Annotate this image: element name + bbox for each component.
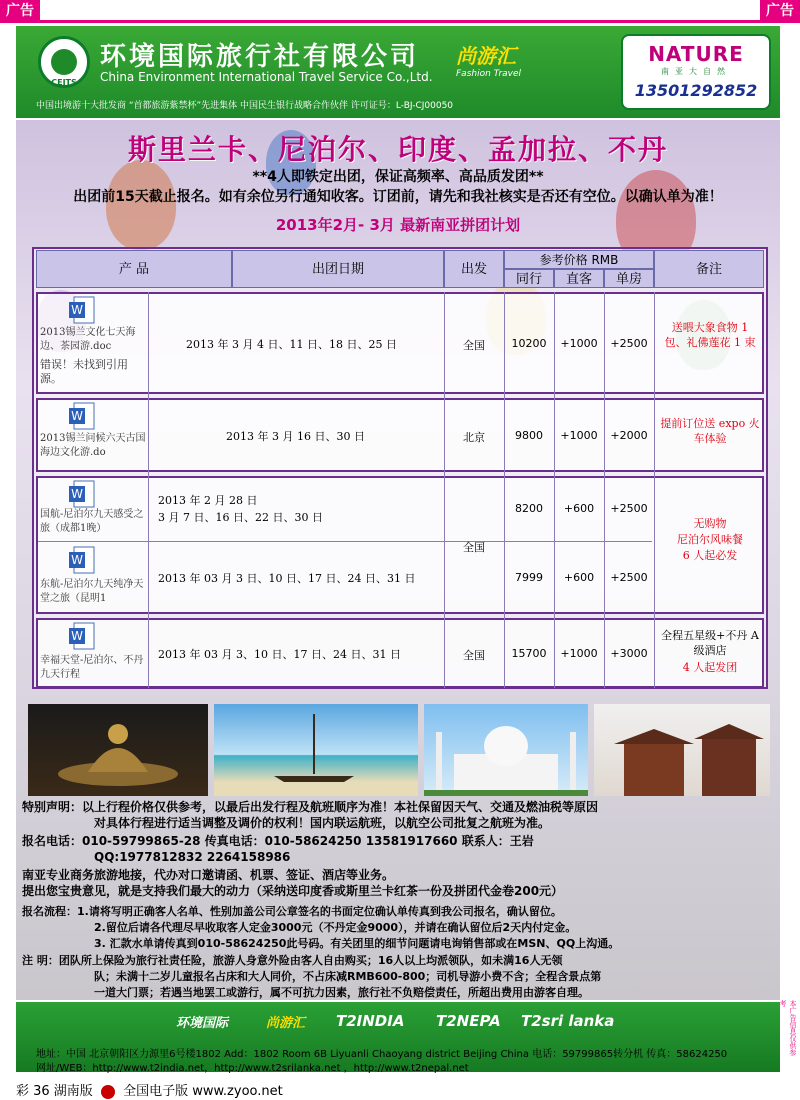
row-divider	[38, 541, 652, 542]
price-direct: +1000	[560, 337, 598, 350]
photo-nepal-temple	[594, 704, 770, 796]
site-url[interactable]: 全国电子版 www.zyoo.net	[123, 1084, 283, 1099]
nature-phone[interactable]: 13501292852	[634, 81, 758, 100]
departure-date: 2013 年 03 月 3 日、10 日、17 日、24 日、31 日	[158, 572, 416, 585]
contact-line1: 报名电话：010-59799865-28 传真电话：010-58624250 13581917660 联系人：王岩	[22, 834, 534, 848]
price-peer: 7999	[515, 571, 543, 584]
business-line2: 提出您宝贵意见，就是支持我们最大的动力（采纳送印度香或斯里兰卡红茶一份及拼团代金卷200元）	[22, 884, 564, 898]
svg-text:W: W	[71, 303, 83, 317]
word-doc-icon[interactable]	[68, 546, 96, 576]
header-single: 单房	[604, 269, 654, 288]
product-error: 错误！未找到引用源。	[40, 358, 128, 385]
price-single: +2500	[610, 337, 648, 350]
remark: 提前订位送 expo 火车体验	[660, 417, 760, 445]
footer-web[interactable]: 网址/WEB：http://www.t2india.net，http://www.t2srilanka.net ，http://www.t2nepal.net	[36, 1063, 469, 1074]
contact-qq: QQ:1977812832 2264158986	[94, 850, 291, 864]
notes-line3: 一道大门票；若遇当地罢工或游行，属不可抗力因素，旅行社不负赔偿责任，所超出费用由游客自理。	[94, 986, 589, 999]
departure-date: 2013 年 2 月 28 日	[158, 494, 258, 507]
header-remark: 备注	[654, 250, 764, 288]
company-header	[16, 26, 780, 118]
header-direct: 直客	[554, 269, 604, 288]
header-depart: 出发	[444, 250, 504, 288]
price-single: +2000	[610, 429, 648, 442]
process-line3: 3. 汇款水单请传真到010-58624250此号码。有关团里的细节问题请电询销售部或在MSN、QQ上沟通。	[94, 937, 620, 950]
statement-line1: 特别声明：以上行程价格仅供参考，以最后出发行程及航班顺序为准！本社保留因天气、交通及燃油税等原因	[22, 800, 599, 814]
ad-tag-right: 广告	[760, 0, 800, 22]
header-peer: 同行	[504, 269, 554, 288]
product-name[interactable]: 2013锡兰文化七天海边、茶园游.doc	[40, 327, 136, 352]
nature-subtitle: 南亚大自然	[661, 67, 731, 76]
brand-en: Fashion Travel	[456, 69, 522, 79]
depart-city-merged: 全国	[463, 541, 485, 554]
nature-box	[621, 34, 771, 110]
product-name[interactable]: 幸福天堂-尼泊尔、不丹九天行程	[40, 655, 144, 680]
plan-title: 2013年2月- 3月 最新南亚拼团计划	[275, 216, 521, 234]
remark: 全程五星级+不丹 A 级酒店	[661, 629, 759, 657]
header-product: 产 品	[36, 250, 232, 288]
col-divider	[604, 292, 605, 688]
ad-bar	[0, 0, 800, 22]
footer-address: 地址：中国 北京朝阳区力源里6号楼1802 Add：1802 Room 6B Liyuanli Chaoyang district Beijing China 电话：59799865转分机 传真：58624250	[36, 1049, 728, 1060]
price-peer: 8200	[515, 502, 543, 515]
photo-taj-mahal	[424, 704, 588, 796]
notes-line2: 队；未满十二岁儿童报名占床和大人同价，不占床减RMB600-800；司机导游小费不含；全程含景点第	[94, 970, 602, 983]
departure-date: 2013 年 03 月 3、10 日、17 日、24 日、31 日	[158, 648, 401, 661]
statement-line2: 对具体行程进行适当调整及调价的权利！国内联运航班，以航空公司批复之航班为准。	[94, 816, 551, 830]
departure-date: 2013 年 3 月 16 日、30 日	[226, 430, 365, 443]
depart-city: 全国	[463, 649, 485, 662]
price-single: +2500	[610, 502, 648, 515]
brand-cn: 尚游汇	[456, 44, 516, 68]
page-number: 彩 36 湖南版	[16, 1084, 93, 1099]
product-name[interactable]: 2013锡兰问候六天古国海边文化游.do	[40, 433, 146, 458]
col-divider	[554, 292, 555, 688]
remark: 4 人起发团	[682, 661, 738, 674]
product-name[interactable]: 国航-尼泊尔九天感受之旅（成都1晚）	[40, 509, 144, 534]
price-direct: +600	[563, 502, 595, 515]
company-name-en: China Environment International Travel Service Co.,Ltd.	[100, 70, 433, 84]
price-direct: +1000	[560, 647, 598, 660]
headline: 斯里兰卡、尼泊尔、印度、孟加拉、不丹	[127, 133, 668, 166]
price-peer: 10200	[511, 337, 547, 350]
departure-date: 3 月 7 日、16 日、22 日、30 日	[158, 511, 323, 524]
logo-text: CEITS	[51, 78, 77, 87]
price-direct: +600	[563, 571, 595, 584]
svg-text:W: W	[71, 553, 83, 567]
col-divider	[504, 292, 505, 688]
footer-logo-srilanka: T2sri lanka	[521, 1012, 615, 1030]
top-divider	[0, 20, 800, 23]
remark-merged-3: 6 人起必发	[682, 549, 738, 562]
photo-buddhist-artifact	[28, 704, 208, 796]
notes-line1: 注 明：团队所上保险为旅行社责任险，旅游人身意外险由客人自由购买；16人以上均派领队，如未满16人无领	[22, 954, 563, 967]
col-divider	[148, 292, 149, 688]
product-name[interactable]: 东航-尼泊尔九天纯净天堂之旅（昆明1	[40, 579, 144, 604]
nature-title: NATURE	[648, 42, 744, 66]
word-doc-icon[interactable]	[68, 402, 96, 432]
remark-merged-2: 尼泊尔风味餐	[677, 533, 743, 546]
svg-text:W: W	[71, 409, 83, 423]
price-single: +3000	[610, 647, 648, 660]
footer-bar	[16, 1002, 780, 1072]
ceits-logo-icon	[38, 36, 90, 88]
photo-beach	[214, 704, 418, 796]
business-line1: 南亚专业商务旅游地接，代办对口邀请函、机票、签证、酒店等业务。	[22, 868, 395, 882]
company-name: 环境国际旅行社有限公司	[100, 42, 420, 72]
depart-city: 北京	[463, 431, 485, 444]
footer-logo-ceits: 环境国际	[176, 1016, 229, 1031]
header-date: 出团日期	[232, 250, 444, 288]
process-line1: 报名流程：1.请将写明正确客人名单、性别加盖公司公章签名的书面定位确认单传真到我公司报名，确认留位。	[22, 905, 562, 918]
process-line2: 2.留位后请各代理尽早收取客人定金3000元（不丹定金9000），并请在确认留位后2天内付定金。	[94, 921, 577, 934]
ad-tag-left: 广告	[0, 0, 40, 22]
credentials: 中国出境游十大批发商 “首都旅游紫禁杯”先进集体 中国民生银行战略合作伙伴 许可证号：L-BJ-CJ00050	[36, 101, 454, 111]
notice: 出团前15天截止报名。如有余位另行通知收客。订团前，请先和我社核实是否还有空位。以确认单为准！	[73, 189, 723, 205]
side-note: 本广告信息仅供参考	[779, 1000, 797, 1056]
svg-text:W: W	[71, 629, 83, 643]
brand-logo	[456, 40, 536, 86]
col-divider	[654, 292, 655, 688]
price-direct: +1000	[560, 429, 598, 442]
remark: 送喂大象食物 1 包、礼佛莲花 1 束	[664, 321, 756, 349]
footer-logo-brand: 尚游汇	[266, 1016, 306, 1031]
red-logo-icon	[101, 1085, 115, 1099]
price-peer: 15700	[511, 647, 547, 660]
footer-logo-nepal: T2NEPA	[436, 1012, 501, 1030]
word-doc-icon[interactable]	[68, 622, 96, 652]
price-single: +2500	[610, 571, 648, 584]
footer-logo-india: T2INDIA	[336, 1012, 405, 1030]
price-peer: 9800	[515, 429, 543, 442]
page-footer	[16, 1080, 283, 1099]
tagline: **4人即铁定出团，保证高频率、高品质发团**	[252, 169, 544, 185]
remark-merged-1: 无购物	[693, 517, 727, 530]
svg-text:W: W	[71, 487, 83, 501]
departure-date: 2013 年 3 月 4 日、11 日、18 日、25 日	[186, 338, 397, 351]
depart-city: 全国	[463, 339, 485, 352]
word-doc-icon[interactable]	[68, 296, 96, 326]
header-price: 参考价格 RMB	[504, 250, 654, 269]
word-doc-icon[interactable]	[68, 480, 96, 510]
